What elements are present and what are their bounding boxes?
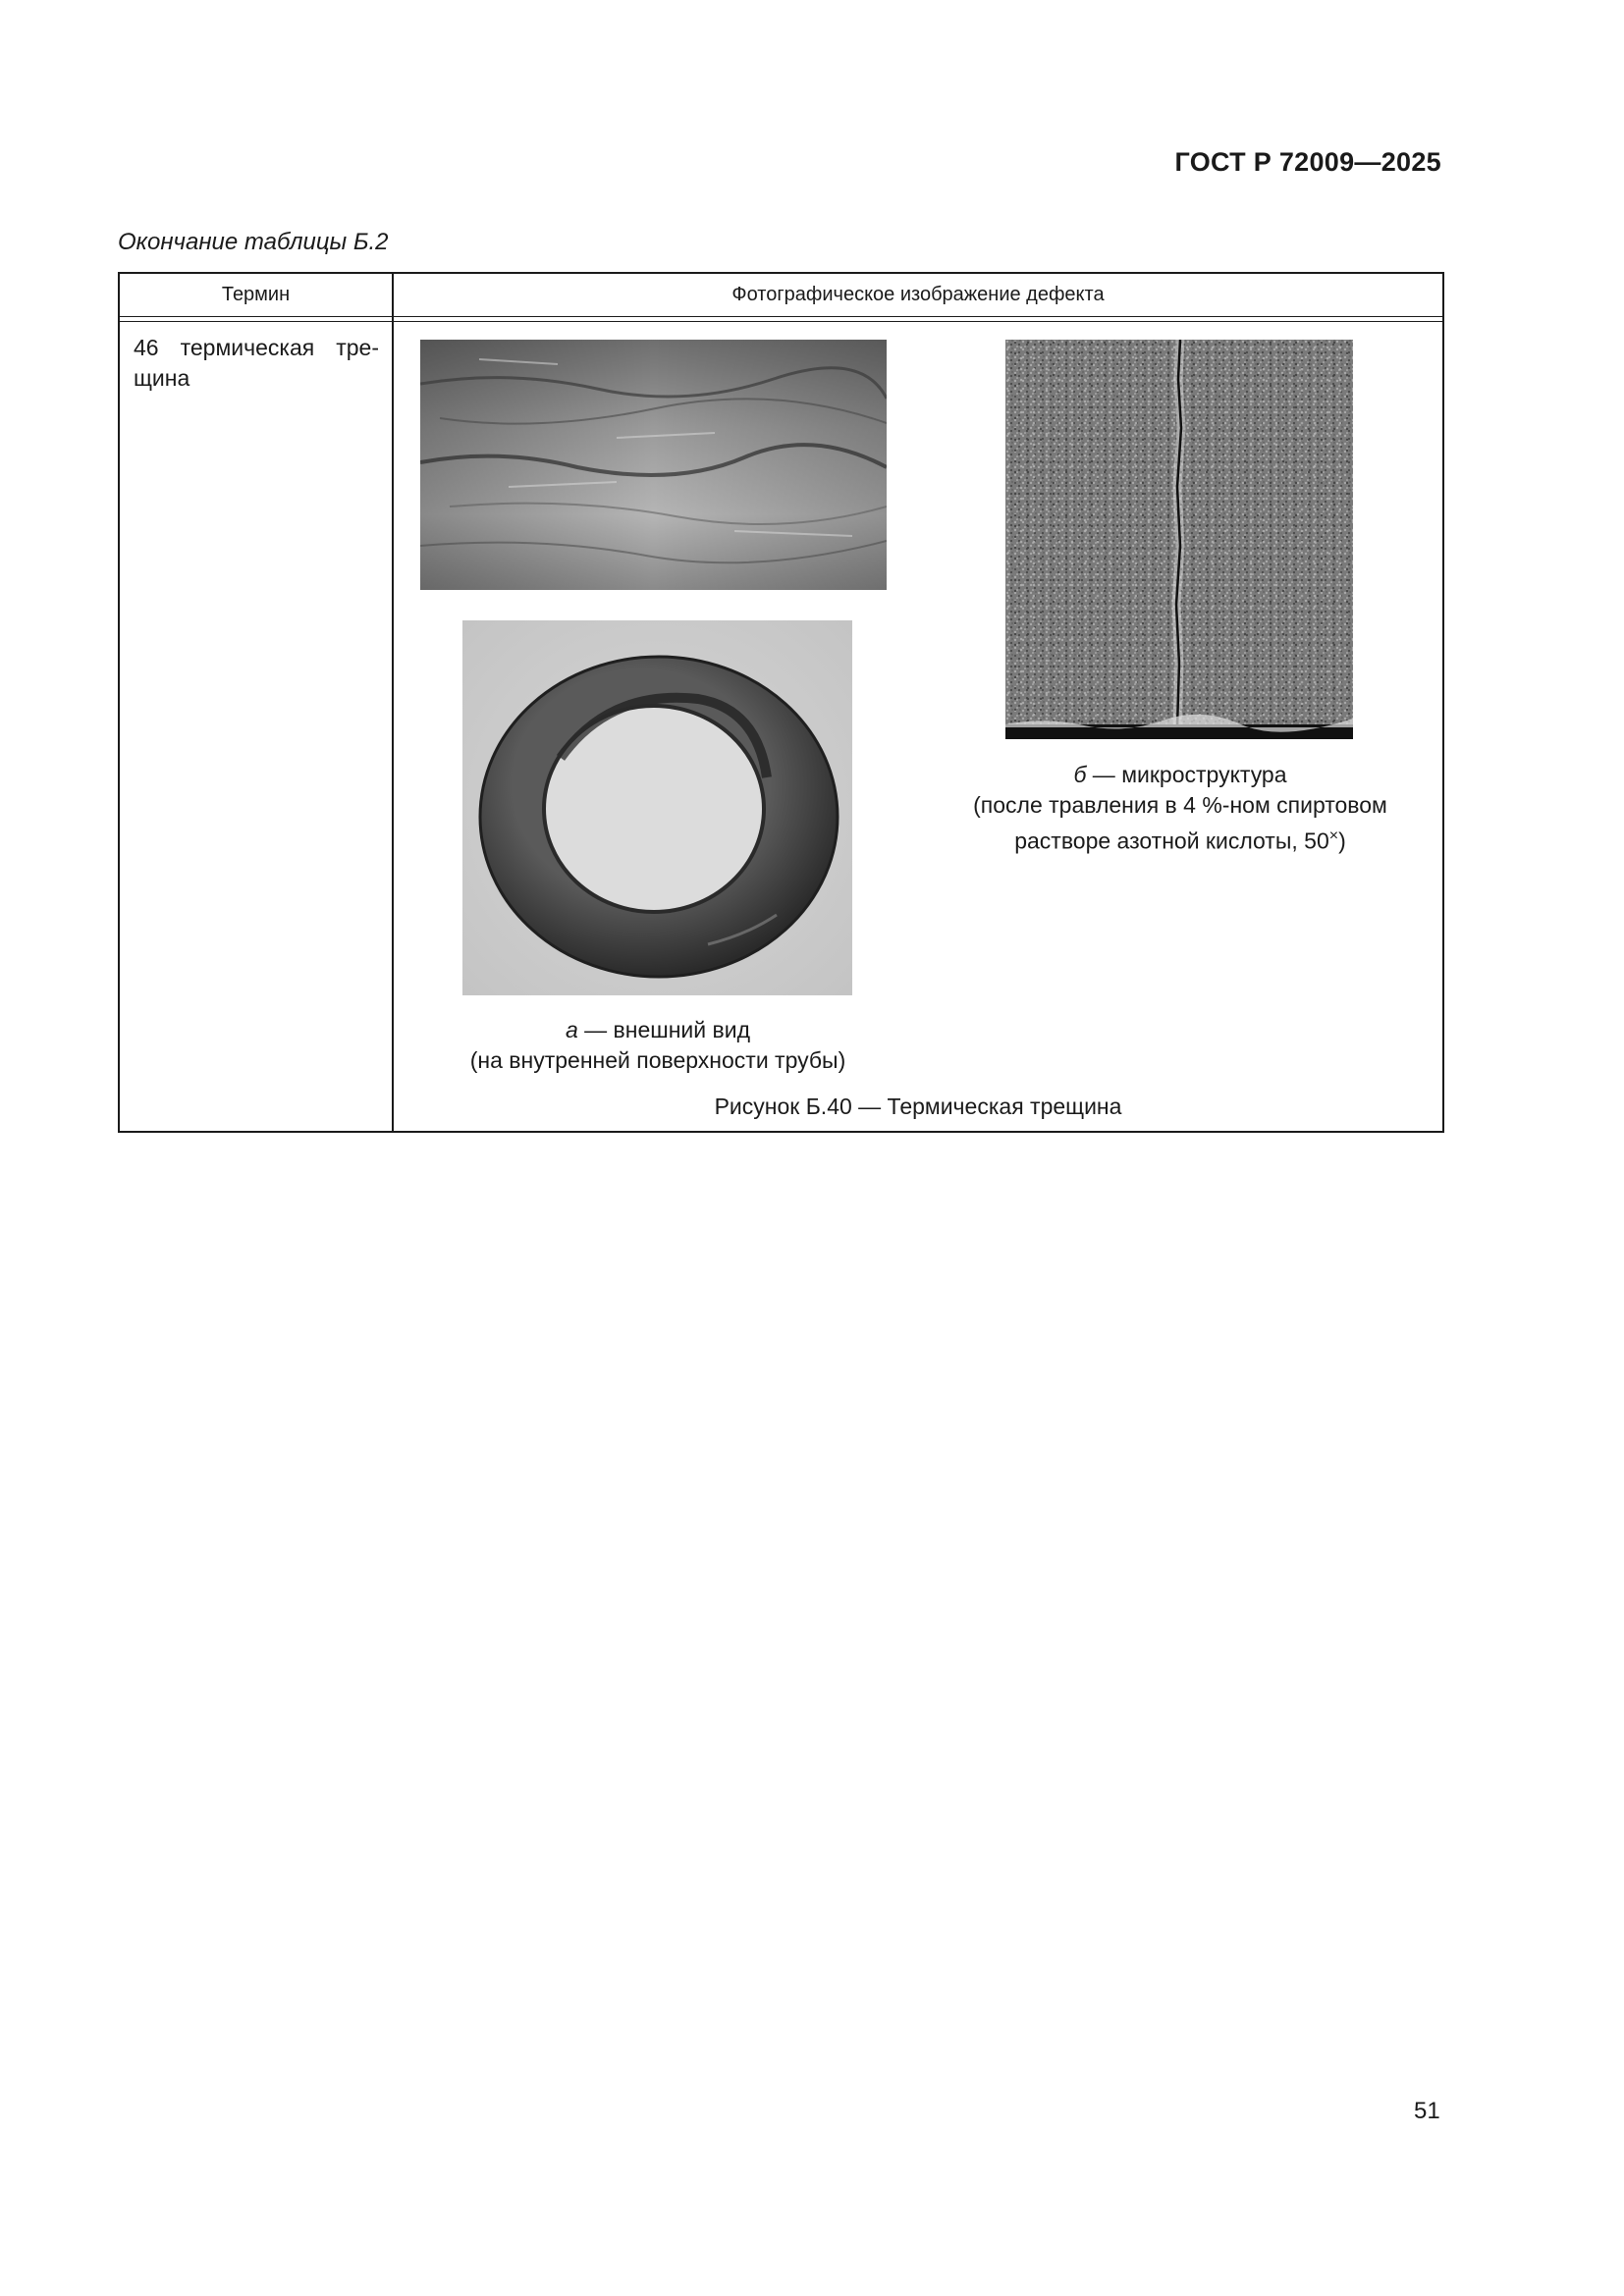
standard-code: ГОСТ Р 72009—2025 xyxy=(1174,147,1441,177)
table-continuation-label: Окончание таблицы Б.2 xyxy=(118,229,389,255)
photo-b-caption-line3 xyxy=(900,821,1460,857)
photo-a-caption xyxy=(414,1015,901,1076)
page-number: 51 xyxy=(1414,2098,1440,2124)
photo-b-caption-line1 xyxy=(900,760,1460,790)
photo-a-caption-label: а xyxy=(565,1017,578,1042)
column-header-photo: Фотографическое изображение дефекта xyxy=(731,284,1105,305)
photo-b-caption-sup: × xyxy=(1328,828,1339,844)
photo-a-caption-line1 xyxy=(414,1015,901,1045)
photo-b-caption-close: ) xyxy=(1338,828,1346,854)
microstructure-photo xyxy=(1005,340,1353,739)
column-divider xyxy=(392,274,394,1131)
photo-b-caption-line3-text: растворе азотной кислоты, 50 xyxy=(1014,828,1329,854)
figure-title: Рисунок Б.40 — Термическая трещина xyxy=(714,1094,1122,1119)
photo-a-caption-line2: (на внутренней поверхности трубы) xyxy=(469,1047,846,1073)
photo-b-caption-text: — микроструктура xyxy=(1086,762,1287,787)
photo-a-caption-text: — внешний вид xyxy=(577,1017,750,1042)
header-divider xyxy=(120,316,1442,317)
column-header-term: Термин xyxy=(221,284,291,305)
term-cell: 46 термическая тре-щина xyxy=(134,335,379,391)
header-divider-double xyxy=(120,321,1442,322)
ring-photo xyxy=(462,620,852,995)
photo-b-caption-label: б xyxy=(1073,762,1087,787)
defect-table xyxy=(118,272,1444,1133)
surface-crack-photo xyxy=(420,340,887,590)
photo-b-caption xyxy=(900,760,1460,857)
photo-b-caption-line2: (после травления в 4 %-ном спиртовом xyxy=(973,792,1387,818)
